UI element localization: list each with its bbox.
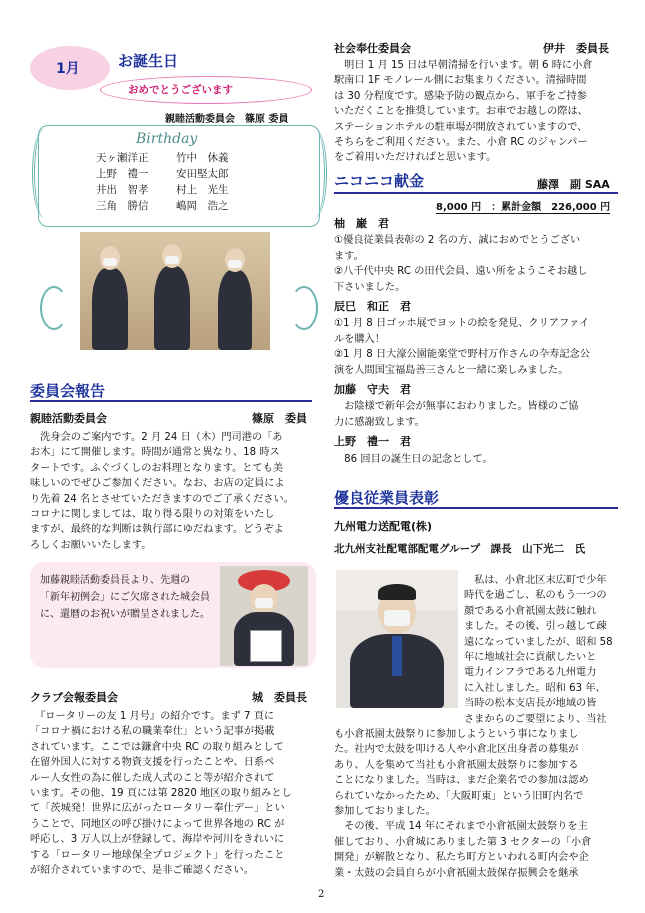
birthday-card-title: Birthday [136,131,198,147]
entry-name: 加藤 守夫 君 [334,383,411,397]
entry-name: 柚 巌 君 [334,217,389,230]
section-name: クラブ会報委員会 [30,691,118,704]
page-number: 2 [318,889,325,900]
birthday-reporter: 親睦活動委員会 篠原 委員 [165,114,289,125]
kanreki-photo [220,566,308,666]
congrats-text: おめでとうございます [128,84,233,96]
nikoniko-title: ニコニコ献金 [334,172,425,190]
award-side-text: 私は、小倉北区末広町で少年 時代を過ごし、私のもう一つの 顔である小倉祇園太鼓に触れ ました。その後、引っ越して疎 遠になっていましたが、昭和 58 年に地域社会に貢献したいと 電力インフラである九州電力 に入社しました。昭和 63 年、 当時の松本支店長が地域の皆 さまからのご要望により、当社 [464,575,613,725]
nikoniko-amount: 8,000 円 ：累計金額 226,000 円 [436,198,610,214]
award-photo [336,570,458,708]
section-person: 篠原 委員 [252,412,307,425]
birthday-photo [80,232,270,350]
award-title: 優良従業員表彰 [334,489,440,507]
birthday-row: 天ヶ瀬洋正 竹中 休義 [96,152,229,164]
section-body: 洗身会のご案内です。2 月 24 日（木）門司港の「あ お木」にて開催します。時間が通常と異なり、18 時ス タートです。ふぐづくしのお料理となります。とても美 味しいのでぜひご参加ください。なお、お店の定員によ り先着 24 名とさせていただきますのでご了承ください。 コロナに関しましては、取り得る限りの対策をいたし ますが、最終的な判断は執行部にゆだねます。どうぞよ ろしくお願いいたします。 [30,432,294,551]
flourish-icon-bottom-right [290,286,318,330]
birthday-row: 三角 勝信 嶋岡 浩之 [96,200,229,212]
flourish-icon-bottom-left [40,286,68,330]
social-service-body: 明日 1 月 15 日は早朝清掃を行います。朝 6 時に小倉 駅南口 1F モノレール側にお集まりください。清掃時間 は 30 分程度です。感染予防の観点から、軍手をご持参 いただくことを推奨しています。お車でお越しの際は、 ステーションホテルの駐車場が開放されていますので、 そちらをご利用ください。また、小倉 RC のジャンパー をご着用いただければと思います。 [334,60,593,164]
title-underline [334,192,618,194]
birthday-title: お誕生日 [118,52,179,70]
nikoniko-entries: 柚 巌 君 ①優良従業員表彰の 2 名の方、誠におめでとうござい ます。 ②八千代中央 RC の田代会員、遠い所をようこそお越し 下さいました。 辰巳 和正 君 ①1 月 8 日ゴッホ展でヨットの絵を発見、クリアファイ ルを購入！ ②1 月 8 日大濠公園能楽堂で野村万作さんの卆寿記念公 演を人間国宝福島善三さんと一緒に楽しみました。 加藤 守夫 君 お陰様で新年会が無事におわりました。皆様のご協 力に感謝致します。 上野 禮一 君 86 回目の誕生日の記念として。 [334,216,624,467]
flourish-icon-right [302,128,327,218]
section-person: 城 委員長 [252,691,307,704]
entry-name: 上野 禮一 君 [334,435,411,449]
committee-report-title: 委員会報告 [30,382,106,400]
award-company: 九州電力送配電(株) [334,520,433,533]
social-service-name: 社会奉仕委員会 [334,42,411,55]
flourish-icon-left [32,128,57,218]
title-underline [334,507,618,509]
entry-name: 辰巳 和正 君 [334,300,411,314]
title-underline [30,400,312,402]
birthday-row: 井出 智孝 村上 光生 [96,184,229,196]
award-body: も小倉祇園太鼓祭りに参加しようという事になりまし た。社内で太鼓を叩ける人や小倉北区出身者の募集が あり、人を集めて当社も小倉祇園太鼓祭りに参加する ことになりました。当時は、まだ企業名での参加は認め られていなかったため、「大阪町東」という旧町内名で 参加しておりました。 その後、平成 14 年にそれまで小倉祇園太鼓祭りを主 催しており、小倉城にありました第 3 セクターの「小倉 開発」が解散となり、私たち町方といわれる町内会や企 業・太鼓の会員自らが小倉祇園太鼓保存振興会を継承 [334,729,592,879]
birthday-row: 上野 禮一 安田堅太郎 [96,168,229,180]
birthday-names [96,150,229,214]
nikoniko-person: 藤澤 副 SAA [537,178,610,191]
social-service-person: 伊井 委員長 [543,42,609,55]
note-text: 加藤親睦活動委員長より、先週の 「新年初例会」にご欠席された城会員 に、還暦のお祝いが贈呈されました。 [40,575,210,620]
section-body: 『ロータリーの友 1 月号』の紹介です。まず 7 頁に 「コロナ禍における私の職業奉仕」という記事が掲載 されています。ここでは鎌倉中央 RC の取り組みとして 在留外国人に対する物資支援を行ったことや、日系ペ ルー人女性の為に催した成人式のこと等が紹介されて います。その他、19 頁には第 2820 地区の取り組みとし て「茨城発！世界に広がったロータリー奉仕デー」とい うことで、同地区の呼び掛けによって世界各地の RC が 呼応し、3 万人以上が登録して、海岸や河川をきれいに する「ロータリー地球保全プロジェクト」を行ったこと が紹介されていますので、是非ご確認ください。 [30,711,292,877]
section-name: 親睦活動委員会 [30,412,107,425]
month-label: 1月 [56,61,80,77]
award-dept: 北九州支社配電部配電グループ 課長 山下光二 氏 [334,543,586,555]
